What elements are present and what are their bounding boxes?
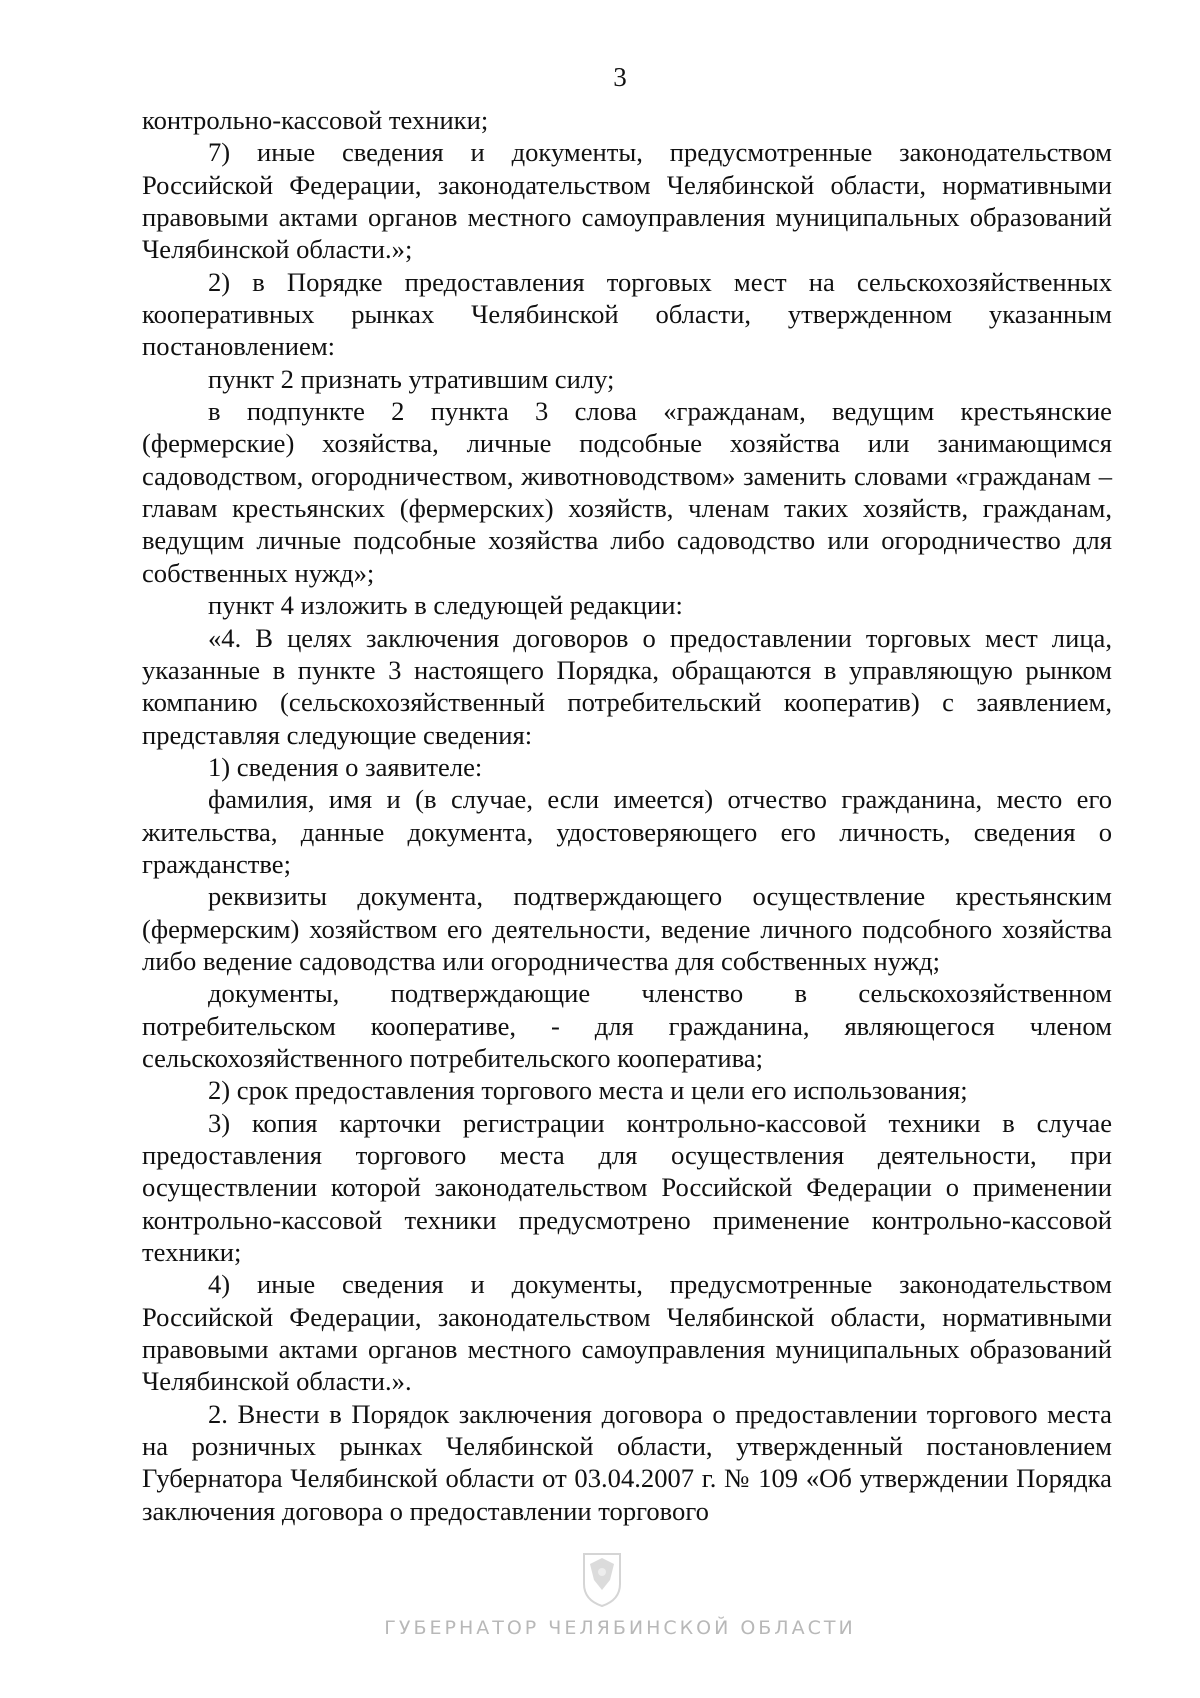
watermark-text: ГУБЕРНАТОР ЧЕЛЯБИНСКОЙ ОБЛАСТИ <box>384 1617 856 1639</box>
document-body <box>142 104 1112 1527</box>
paragraph: фамилия, имя и (в случае, если имеется) отчество гражданина, место его жительства, данные документа, удостоверяющего его личность, сведения о гражданстве; <box>142 784 1112 879</box>
paragraph: 1) сведения о заявителе: <box>208 751 483 782</box>
paragraph: пункт 4 изложить в следующей редакции: <box>208 590 683 621</box>
paragraph: 4) иные сведения и документы, предусмотренные законодательством Российской Федерации, законодательством Челябинской области, нормативными правовыми актами органов местного самоуправления муниципальных образований Челябинской области.». <box>142 1269 1112 1397</box>
paragraph: 2) в Порядке предоставления торговых мест на сельскохозяйственных кооперативных рынках Челябинской области, утвержденном указанным постановлением: <box>142 266 1112 362</box>
page-number: 3 <box>613 62 627 92</box>
paragraph: реквизиты документа, подтверждающего осуществление крестьянским (фермерским) хозяйством его деятельности, ведение личного подсобного хозяйства либо ведение садоводства или огородничества для собственных нужд; <box>142 881 1112 976</box>
paragraph: «4. В целях заключения договоров о предоставлении торговых мест лица, указанные в пункте 3 настоящего Порядка, обращаются в управляющую рынком компанию (сельскохозяйственный потребительский кооператив) с заявлением, представляя следующие сведения: <box>142 622 1112 750</box>
paragraph: 7) иные сведения и документы, предусмотренные законодательством Российской Федерации, законодательством Челябинской области, нормативными правовыми актами органов местного самоуправления муниципальных образований Челябинской области.»; <box>142 137 1112 265</box>
paragraph: в подпункте 2 пункта 3 слова «гражданам, ведущим крестьянские (фермерские) хозяйства, личные подсобные хозяйства или занимающимся садоводством, огородничеством, животноводством» заменить словами «гражданам – главам крестьянских (фермерских) хозяйств, членам таких хозяйств, гражданам, ведущим личные подсобные хозяйства либо садоводство или огородничество для собственных нужд»; <box>142 396 1112 588</box>
paragraph: 2) срок предоставления торгового места и цели его использования; <box>208 1075 968 1106</box>
coat-of-arms-emblem-icon <box>580 1550 624 1608</box>
paragraph: контрольно-кассовой техники; <box>142 105 489 135</box>
paragraph: 3) копия карточки регистрации контрольно-кассовой техники в случае предоставления торгового места для осуществления деятельности, при осуществлении которой законодательством Российской Федерации о применении контрольно-кассовой техники предусмотрено применение контрольно-кассовой техники; <box>142 1107 1112 1268</box>
paragraph: пункт 2 признать утратившим силу; <box>208 363 615 394</box>
paragraph: документы, подтверждающие членство в сельскохозяйственном потребительском кооперативе, - для гражданина, являющегося членом сельскохозяйственного потребительского кооператива; <box>142 978 1112 1073</box>
paragraph: 2. Внести в Порядок заключения договора о предоставлении торгового места на розничных рынках Челябинской области, утвержденный постановлением Губернатора Челябинской области от 03.04.2007 г. № 109 «Об утверждении Порядка заключения договора о предоставлении торгового <box>142 1398 1112 1526</box>
